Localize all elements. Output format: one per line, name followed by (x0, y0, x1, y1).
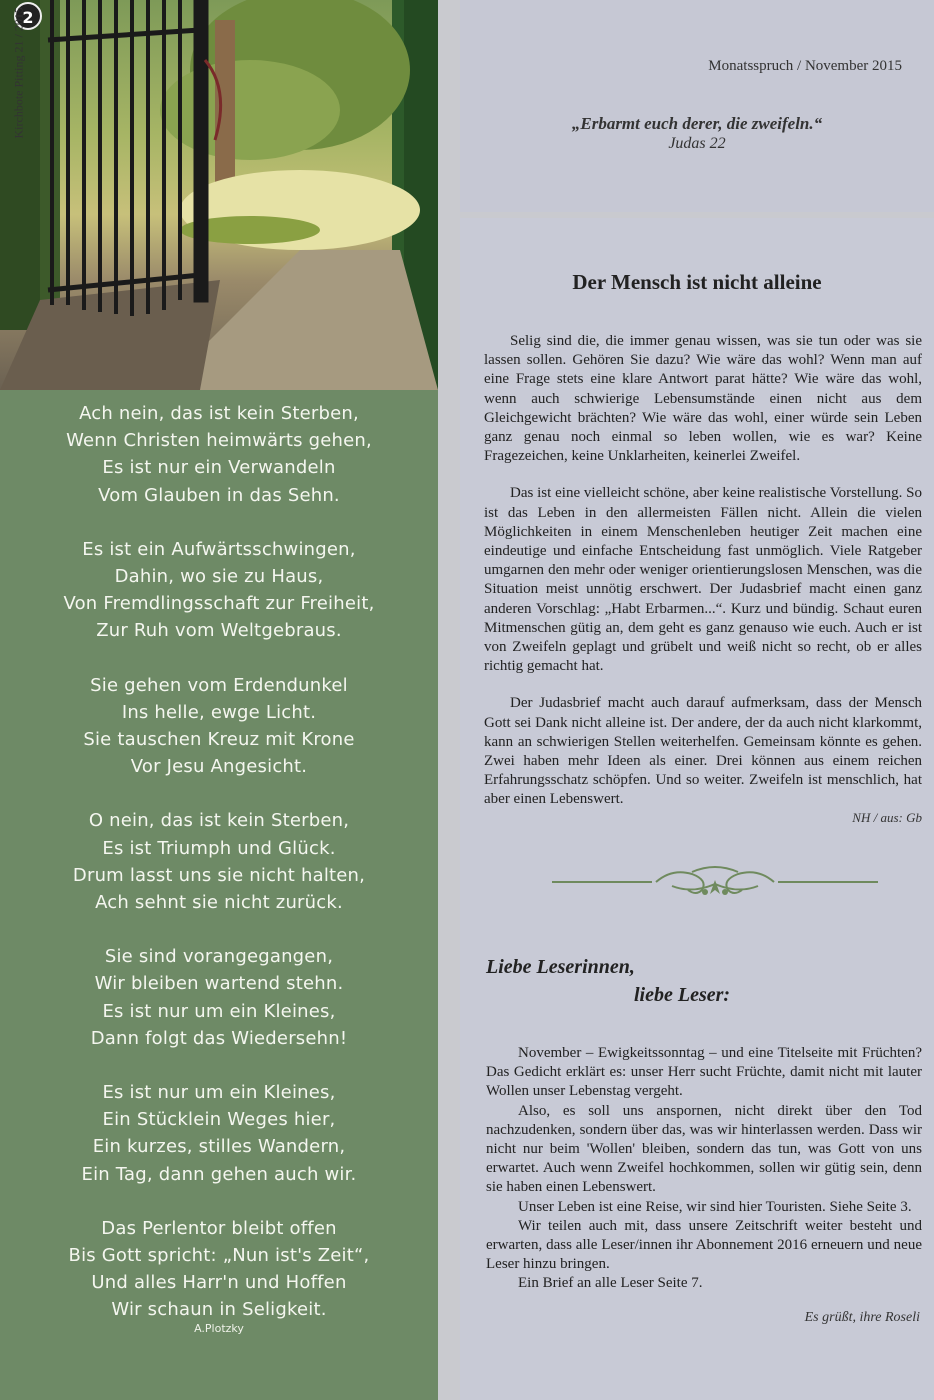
monthly-verse-quote: „Erbarmt euch derer, die zweifeln.“ (571, 114, 823, 133)
article-paragraph: Das ist eine vielleicht schöne, aber keine realistische Vorstellung. So ist das Leben in den allermeisten Fällen nicht. Allein die vielen Möglichkeiten in einem Menschenleben heutiger Zeit machen eine eindeutige und einfache Entscheidung fast unmöglich. Viele Ratgeber umgarnen den mehr oder weniger orientierungslosen Menschen, was die Situation meist unnötig erschwert. Der Judasbrief macht einen ganz anderen Vorschlag: „Habt Erbarmen...“. Kurz und bündig. Schaut euren Mitmenschen gütig an, dem geht es ganz genauso wie euch. Auch er ist von Zweifeln geplagt und grübelt und weiß nicht so recht, ob er alles richtig gemacht hat. (484, 485, 922, 675)
letter-body (486, 1044, 922, 1294)
article-paragraph: Selig sind die, die immer genau wissen, was sie tun oder was sie lassen sollen. Gehören Sie dazu? Wie wäre das wohl? Wenn man auf eine Frage stets eine klare Antwort parat hätte? Wie wäre das wohl, wenn auch schwierige Lebensumstände einen nicht aus dem Gleichgewicht brächten? Wie wäre das wohl, einer würde sein Leben ganz genau noch einmal so leben wollen, wie es war? Keine Fragezeichen, keine Unklarheiten, keinerlei Zweifel. (484, 333, 922, 465)
letter-signature: Es grüßt, ihre Roseli (804, 1310, 920, 1325)
letter-paragraph: Ein Brief an alle Leser Seite 7. (518, 1275, 703, 1292)
letter-paragraph: Unser Leben ist eine Reise, wir sind hier Touristen. Siehe Seite 3. (518, 1198, 912, 1215)
poem-line: Es ist nur ein Verwandeln (102, 457, 336, 479)
poem-line: Wir bleiben wartend stehn. (94, 973, 344, 995)
poem-stanza (0, 536, 438, 645)
poem-line: Ach sehnt sie nicht zurück. (95, 892, 343, 914)
article-title: Der Mensch ist nicht alleine (572, 270, 822, 294)
poem-stanza (0, 943, 438, 1052)
poem-line: Das Perlentor bleibt offen (101, 1217, 337, 1239)
poem-line: Dahin, wo sie zu Haus, (114, 566, 324, 588)
poem-stanza (0, 1079, 438, 1188)
poem-line: Zur Ruh vom Weltgebraus. (96, 620, 342, 642)
poem-stanza (0, 400, 438, 509)
monthly-verse-header: Monatsspruch / November 2015 (708, 58, 902, 74)
monthly-verse-source: Judas 22 (668, 135, 726, 152)
poem-line: Ein Stücklein Weges hier, (102, 1109, 336, 1131)
poem-line: Vom Glauben in das Sehn. (98, 484, 340, 506)
monthly-verse-box (460, 0, 934, 212)
letter-paragraph: Wir teilen auch mit, dass unsere Zeitschrift weiter besteht und erwarten, dass alle Leser/innen ihr Abonnement 2016 erneuern und neue Leser hinzu bringen. (486, 1217, 922, 1273)
poem-line: Ein Tag, dann gehen auch wir. (81, 1163, 357, 1185)
article-signature: NH / aus: Gb (852, 810, 922, 825)
greeting-line-2: liebe Leser: (634, 984, 731, 1006)
poem-line: Vor Jesu Angesicht. (130, 756, 308, 778)
poem-line: Drum lasst uns sie nicht halten, (72, 864, 366, 886)
poem-line: Sie gehen vom Erdendunkel (90, 674, 348, 696)
poem-author: A.Plotzky (194, 1322, 244, 1335)
greeting-line-1: Liebe Leserinnen, (486, 956, 635, 978)
poem-stanza (0, 807, 438, 916)
poem-line: Es ist nur um ein Kleines, (102, 1082, 336, 1104)
poem (0, 392, 438, 1351)
article-body (484, 332, 922, 810)
poem-line: Sie sind vorangegangen, (104, 946, 334, 968)
poem-panel (0, 0, 438, 1400)
poem-line: Wir schaun in Seligkeit. (111, 1299, 327, 1321)
poem-line: Und alles Harr'n und Hoffen (91, 1272, 347, 1294)
poem-line: Bis Gott spricht: „Nun ist's Zeit“, (68, 1245, 370, 1267)
poem-line: Ins helle, ewge Licht. (121, 701, 317, 723)
garden-gate-photo (0, 0, 438, 390)
page-number-badge: 2 (14, 2, 42, 30)
poem-stanza (0, 672, 438, 781)
article-paragraph: Der Judasbrief macht auch darauf aufmerksam, dass der Mensch Gott sei Dank nicht alleine ist. Der andere, der da auch nicht klarkommt, kann an schwierigen Stellen weiterhelfen. Gemeinsam könnte es gehen. Zwei haben mehr Ideen als einer. Drei können aus einem reichen Erfahrungsschatz schöpfen. Und so weiter. Zweifeln ist menschlich, hat aber einen Lebenswert. (484, 695, 922, 808)
poem-line: Es ist Triumph und Glück. (102, 837, 336, 859)
garden-gate-illustration (0, 0, 438, 390)
monthly-verse-quote-block (460, 114, 934, 153)
side-margin-text: Kirchbote Pitting 21 / 2015 (11, 7, 26, 139)
poem-line: Von Fremdlingsschaft zur Freiheit, (63, 593, 375, 615)
poem-line: Es ist nur um ein Kleines, (102, 1000, 336, 1022)
poem-line: Sie tauschen Kreuz mit Krone (83, 729, 355, 751)
poem-line: Wenn Christen heimwärts gehen, (66, 430, 372, 452)
poem-line: Dann folgt das Wiedersehn! (90, 1027, 348, 1049)
poem-stanza (0, 1215, 438, 1324)
letter-paragraph: Also, es soll uns anspornen, nicht direkt über den Tod nachzudenken, sondern über das, was wir hinterlassen werden. Dass wir nicht nur beim 'Wollen' bleiben, sondern das tun, was Gott von uns erwartet. Auch wenn Zweifel hochkommen, sollen wir gütig sein, denn sie haben einen Lebenswert. (486, 1102, 922, 1196)
poem-line: Ein kurzes, stilles Wandern, (92, 1136, 346, 1158)
poem-line: O nein, das ist kein Sterben, (88, 810, 350, 832)
poem-line: Ach nein, das ist kein Sterben, (79, 403, 359, 424)
ornament-divider (552, 860, 878, 904)
letter-paragraph: November – Ewigkeitssonntag – und eine Titelseite mit Früchten? Das Gedicht erklärt es: unser Herr sucht Früchte, damit nicht mit lauter Wollen unser Lebenstag vergeht. (486, 1045, 922, 1100)
poem-line: Es ist ein Aufwärtsschwingen, (82, 538, 356, 560)
